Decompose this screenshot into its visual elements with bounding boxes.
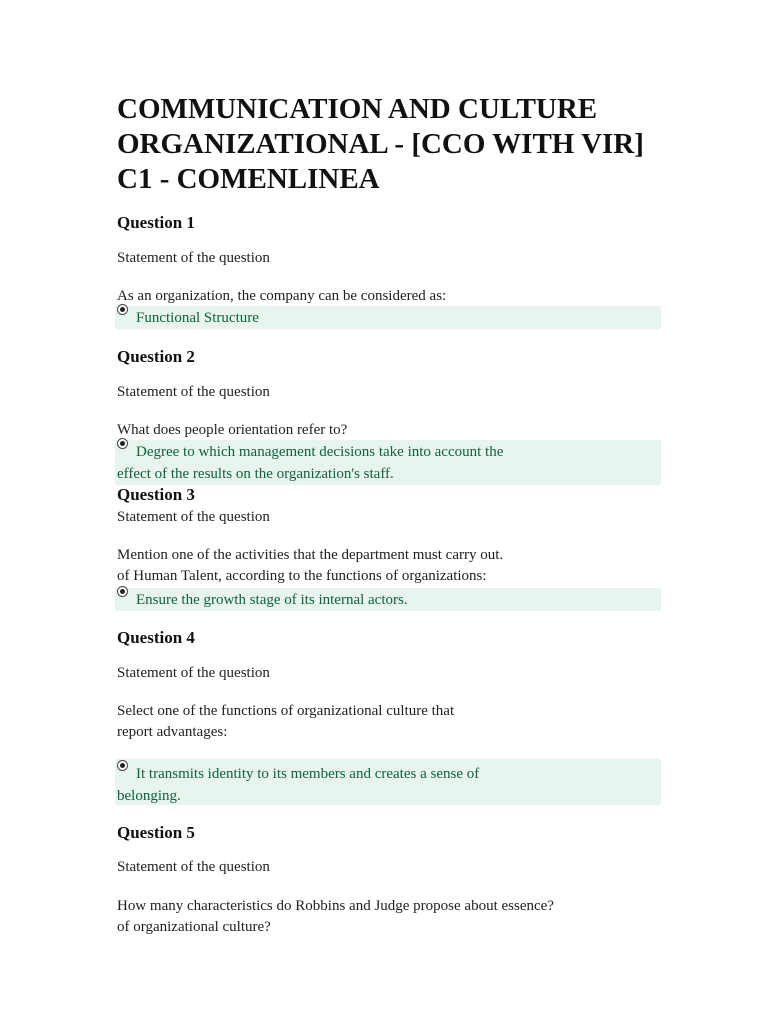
title-line: ORGANIZATIONAL - [CCO WITH VIR]	[117, 128, 644, 160]
question-3-answer[interactable]	[115, 588, 661, 611]
question-statement	[117, 663, 662, 684]
question-3-statement-label: Statement of the question	[117, 509, 270, 525]
question-4-text-line: report advantages:	[117, 724, 228, 740]
answer-text: belonging.	[117, 788, 181, 804]
question-4-text-line: Select one of the functions of organizational culture that	[117, 703, 455, 719]
question-heading	[117, 347, 662, 367]
question-statement	[117, 248, 662, 269]
answer-text: Functional Structure	[136, 310, 259, 326]
answer-text: Ensure the growth stage of its internal actors.	[136, 592, 408, 608]
question-heading	[117, 213, 662, 233]
question-text	[117, 701, 662, 743]
question-text	[117, 545, 662, 587]
question-4-statement-label: Statement of the question	[117, 665, 270, 681]
title-line: COMMUNICATION AND CULTURE	[117, 93, 598, 125]
question-statement	[117, 507, 662, 528]
question-4-heading: Question 4	[117, 628, 195, 647]
question-5-text-line: of organizational culture?	[117, 919, 271, 935]
question-heading	[117, 628, 662, 648]
question-1-text-line: As an organization, the company can be considered as:	[117, 288, 447, 304]
answer-text: It transmits identity to its members and creates a sense of	[136, 766, 480, 782]
question-2-answer[interactable]	[115, 440, 661, 485]
question-statement	[117, 857, 662, 878]
answer-text: Degree to which management decisions take into account the	[136, 444, 504, 460]
question-2-text-line: What does people orientation refer to?	[117, 422, 348, 438]
question-4-answer[interactable]	[115, 759, 661, 805]
question-5-statement-label: Statement of the question	[117, 859, 270, 875]
question-text	[117, 896, 662, 938]
question-statement	[117, 382, 662, 403]
question-3-text-line: Mention one of the activities that the department must carry out.	[117, 547, 504, 563]
question-2-statement-label: Statement of the question	[117, 384, 270, 400]
answer-text: effect of the results on the organization's staff.	[117, 466, 394, 482]
question-1-heading: Question 1	[117, 213, 195, 232]
selected-radio-icon[interactable]	[117, 586, 128, 597]
question-5-text-line: How many characteristics do Robbins and Judge propose about essence?	[117, 898, 554, 914]
selected-radio-icon[interactable]	[117, 438, 128, 449]
question-3-text-line: of Human Talent, according to the functions of organizations:	[117, 568, 487, 584]
document-title	[117, 92, 662, 197]
question-heading	[117, 485, 662, 505]
title-line: C1 - COMENLINEA	[117, 163, 380, 195]
selected-radio-icon[interactable]	[117, 760, 128, 771]
question-text	[117, 420, 662, 441]
question-5-heading: Question 5	[117, 823, 195, 842]
question-1-statement-label: Statement of the question	[117, 250, 270, 266]
question-2-heading: Question 2	[117, 347, 195, 366]
question-text	[117, 286, 662, 307]
question-3-heading: Question 3	[117, 485, 195, 504]
question-heading	[117, 823, 662, 843]
selected-radio-icon[interactable]	[117, 304, 128, 315]
question-1-answer[interactable]	[115, 306, 661, 329]
